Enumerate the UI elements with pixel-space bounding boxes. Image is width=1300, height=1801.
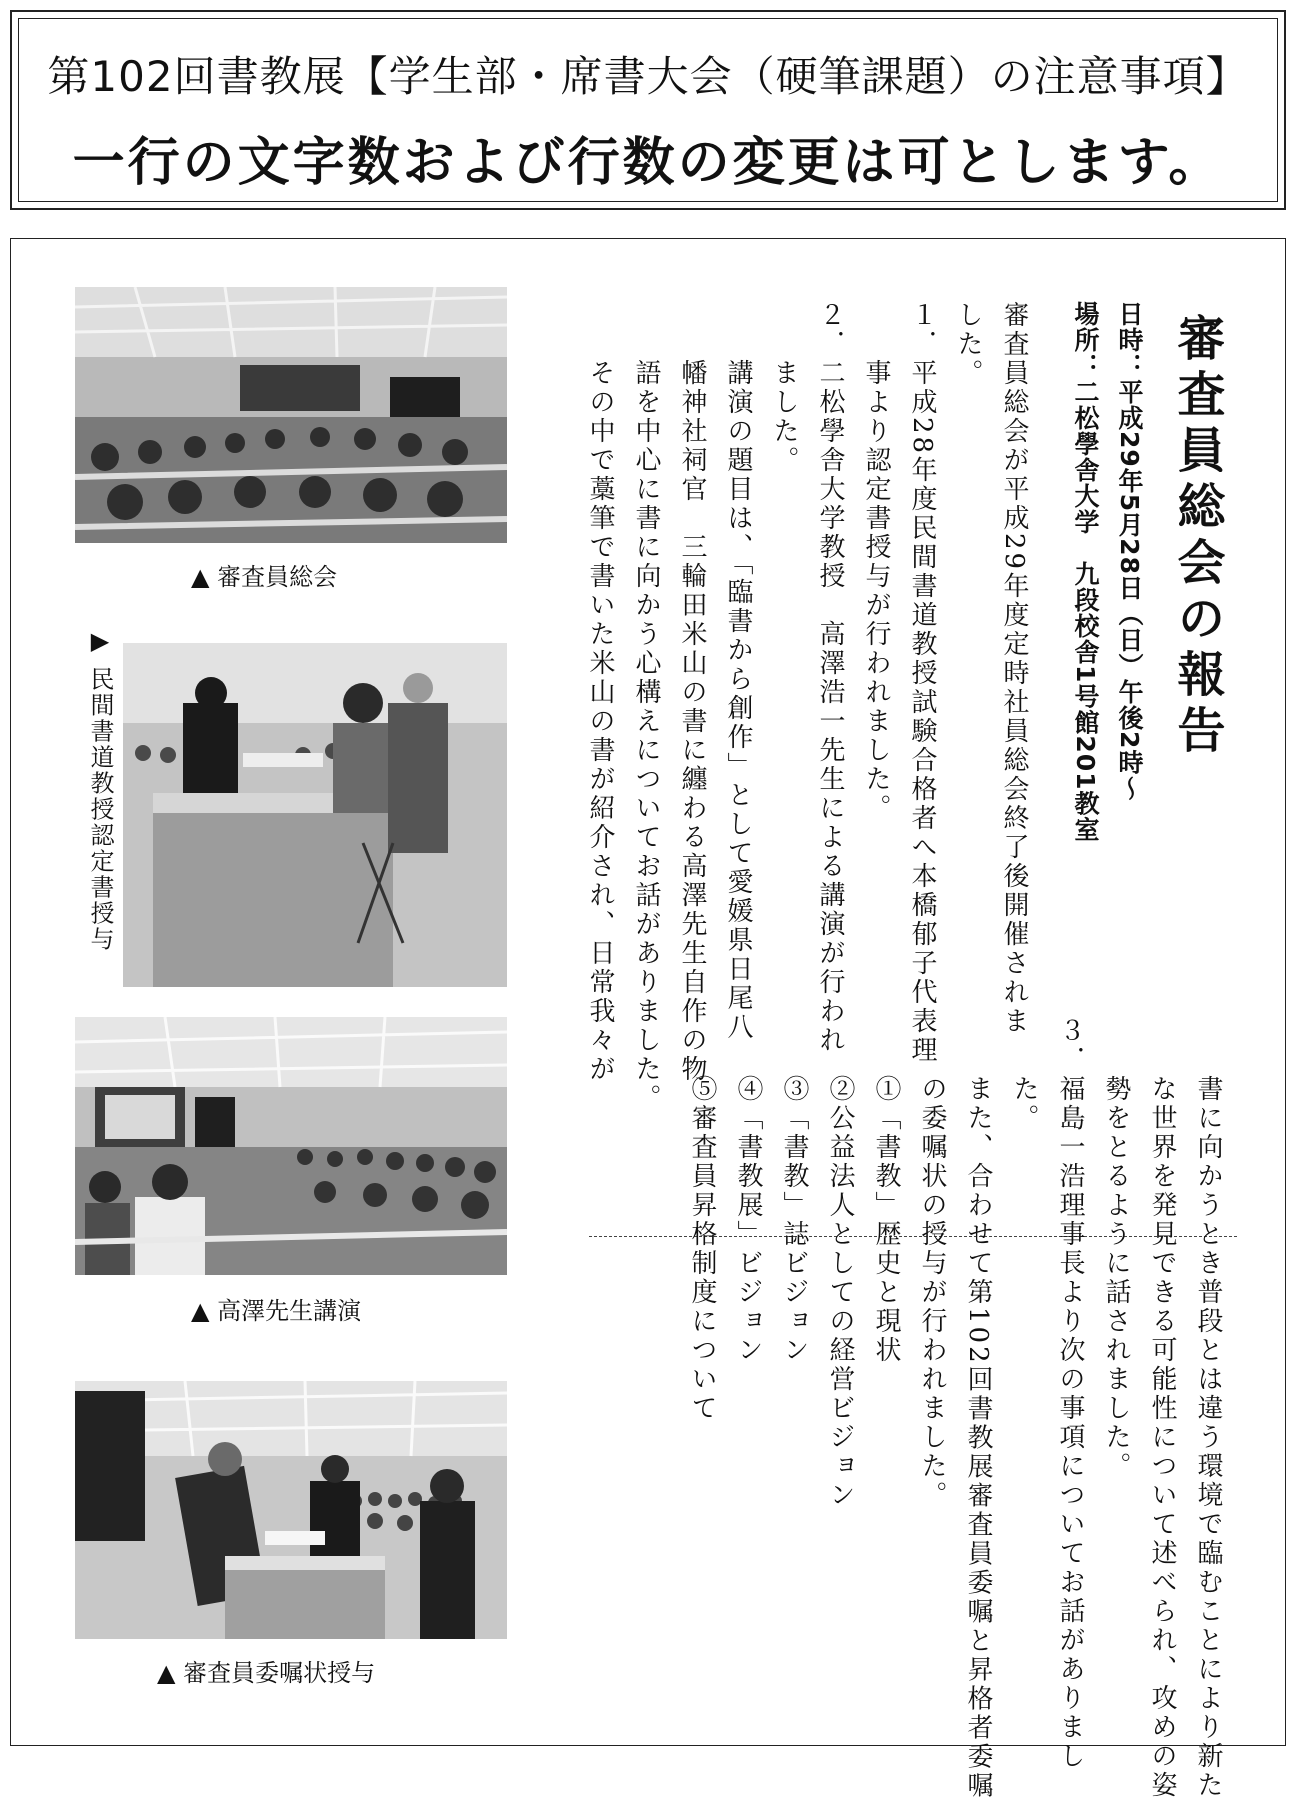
body-line: １．平成28年度民間書道教授試験合格者へ本橋郁子代表理 [907, 301, 937, 1066]
event-details [1063, 301, 1151, 921]
body-line: 幡神社祠官 三輪田米山の書に纏わる高澤先生自作の物 [677, 301, 707, 1084]
body-line: ２．二松學舎大学教授 高澤浩一先生による講演が行われ [815, 301, 845, 1055]
body-line: 書に向かうとき普段とは違う環境で臨むことにより新た [1193, 1017, 1223, 1800]
photo-appointment-letter [75, 1381, 507, 1639]
notice-message: 一行の文字数および行数の変更は可とします。 [72, 133, 1224, 193]
caption-lecture: ▲ 高澤先生講演 [191, 1297, 362, 1325]
event-date: 日時：平成29年5月28日（日）午後2時～ [1115, 301, 1144, 802]
body-line: ④「書教展」ビジョン [733, 1017, 763, 1365]
article-body-lower [679, 1017, 1231, 1801]
body-line: 講演の題目は、「臨書から創作」として愛媛県日尾八 [723, 301, 753, 1042]
body-line: その中で藁筆で書いた米山の書が紹介され、日常我々が [585, 301, 615, 1084]
body-line: 審査員総会が平成29年度定時社員総会終了後開催されま [999, 301, 1029, 1037]
body-line: ①「書教」歴史と現状 [871, 1017, 901, 1365]
photo-lecture [75, 1017, 507, 1275]
body-line: 勢をとるように話されました。 [1101, 1017, 1131, 1481]
body-line: ました。 [769, 301, 799, 475]
photo-certificate-award [123, 643, 507, 987]
body-line: ⑤審査員昇格制度について [687, 1017, 717, 1423]
body-line: ③「書教」誌ビジョン [779, 1017, 809, 1365]
article-title: 審査員総会の報告 [1169, 313, 1225, 761]
body-line: ３．福島一浩理事長より次の事項についてお話がありまし [1055, 1017, 1085, 1771]
photo-general-meeting [75, 287, 507, 543]
body-line: た。 [1009, 1017, 1039, 1133]
body-line: した。 [953, 301, 983, 388]
body-line: の委嘱状の授与が行われました。 [917, 1017, 947, 1510]
body-line: 事より認定書授与が行われました。 [861, 301, 891, 823]
caption-appointment-letter: ▲ 審査員委嘱状授与 [157, 1659, 376, 1687]
body-line: 語を中心に書に向かう心構えについてお話がありました。 [631, 301, 661, 1113]
body-line: な世界を発見できる可能性について述べられ、攻めの姿 [1147, 1017, 1177, 1800]
body-line: また、合わせて第102回書教展審査員委嘱と昇格者委嘱 [963, 1017, 993, 1801]
caption-general-meeting: ▲ 審査員総会 [191, 563, 338, 591]
caption-certificate-award: ▶ 民間書道教授認定書授与 [86, 627, 114, 953]
notice-box [10, 10, 1286, 210]
event-place: 場所：二松學舎大学 九段校舎1号館201教室 [1071, 301, 1100, 843]
body-line: ②公益法人としての経営ビジョン [825, 1017, 855, 1510]
article-frame [10, 238, 1286, 1801]
notice-heading: 第102回書教展【学生部・席書大会（硬筆課題）の注意事項】 [47, 52, 1249, 101]
